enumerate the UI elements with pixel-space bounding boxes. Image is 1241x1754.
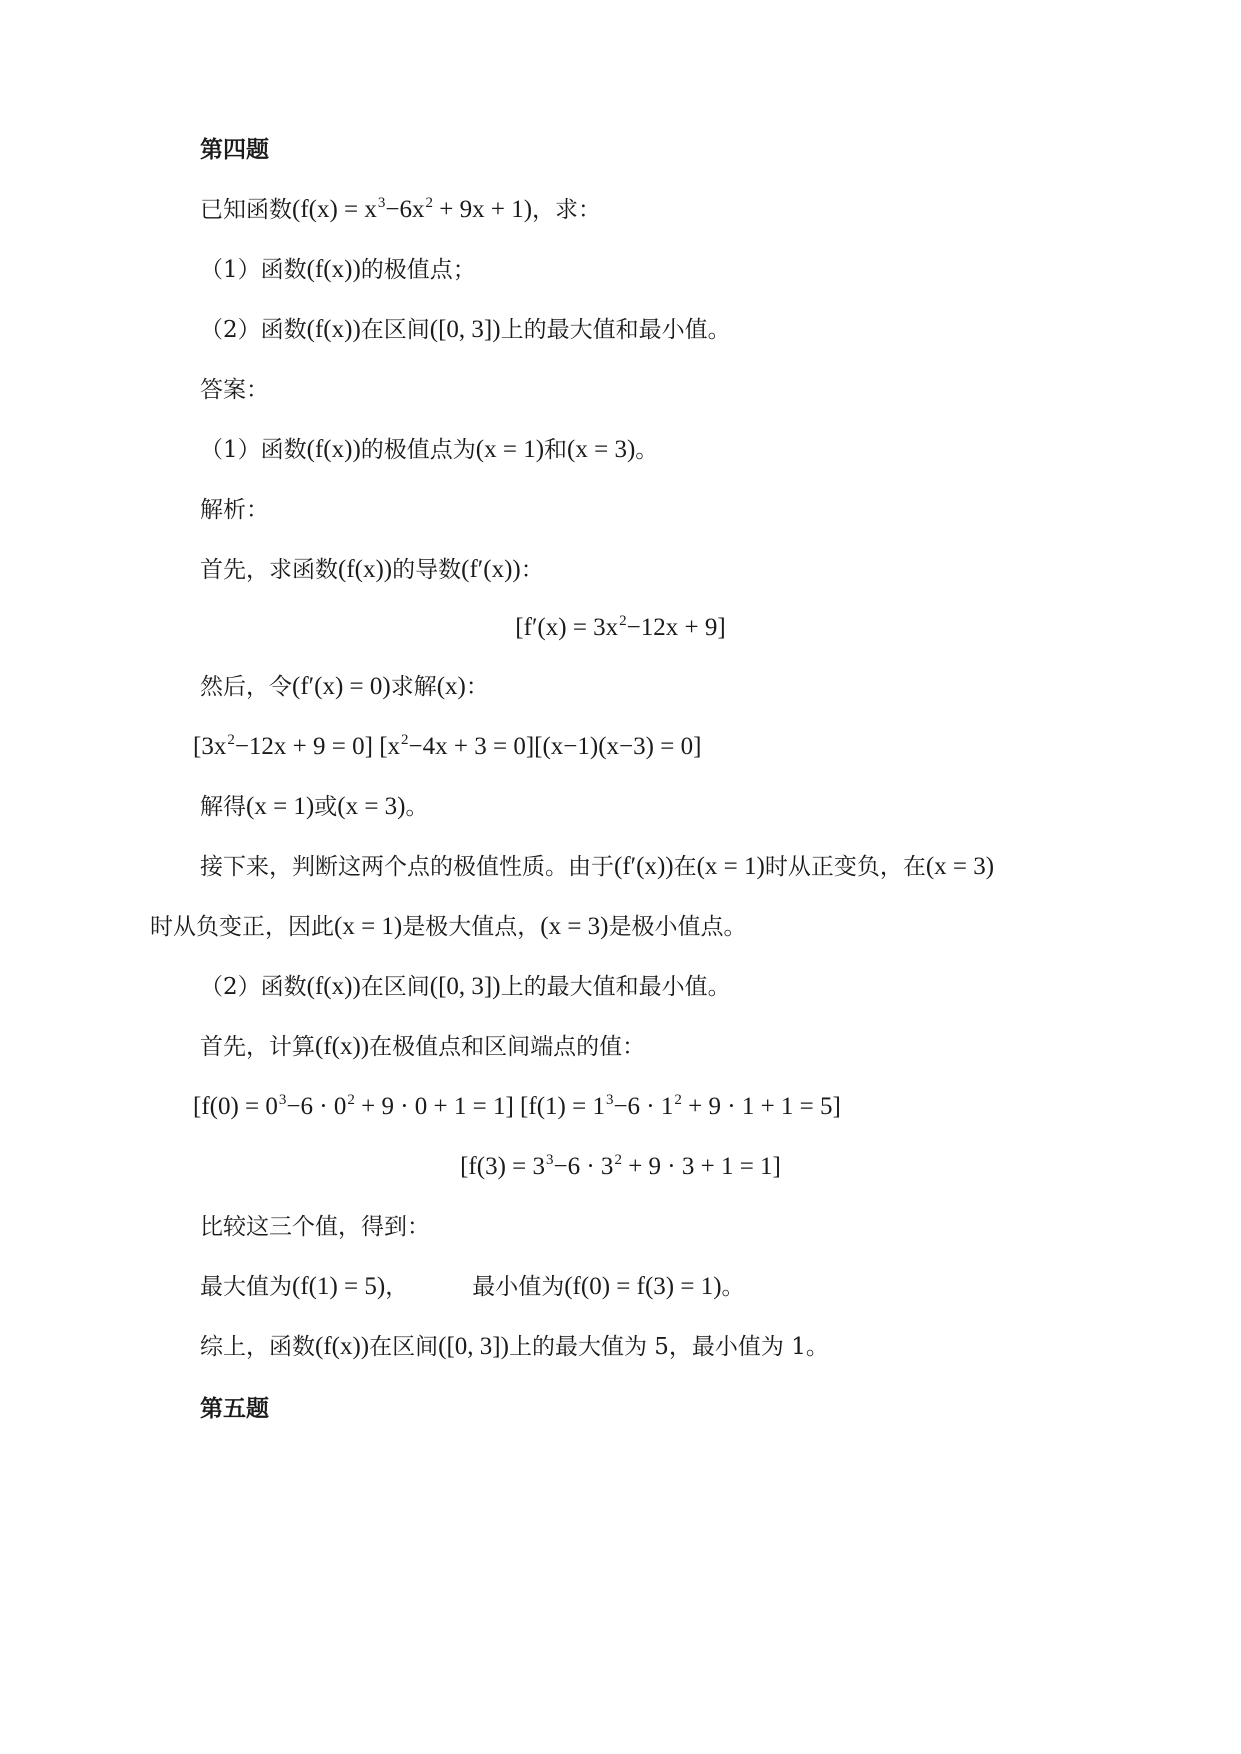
analysis-label: 解析： xyxy=(200,497,269,523)
value-f3: $[f(3) = 3^3-6 \cdot 3^2 + 9 \cdot 3 + 1 = 1]$ xyxy=(460,1151,781,1180)
heading-problem-4: 第四题 xyxy=(200,137,269,163)
summary: 综上，函数(f(x))在区间([0, 3])上的最大值为 5，最小值为 1。 xyxy=(200,1333,829,1360)
solution-result: 解得(x = 1)或(x = 3)。 xyxy=(200,793,429,820)
extrema-judgement-line-2: 时从负变正，因此(x = 1)是极大值点，(x = 3)是极小值点。 xyxy=(150,913,747,940)
solve-equations: $[3x^2-12x + 9 = 0] [x^2-4x + 3 = 0][(x-1)(x-3) = 0]$ xyxy=(193,731,702,760)
problem-statement: 已知函数$(f(x) = x^3-6x^2 + 9x + 1)$，求： xyxy=(200,194,602,223)
answer-1: （1）函数(f(x))的极值点为(x = 1)和(x = 3)。 xyxy=(200,436,659,463)
extrema-judgement-line-1: 接下来，判断这两个点的极值性质。由于(f′(x))在(x = 1)时从正变负，在(x = 3) xyxy=(200,853,995,880)
answer-label: 答案： xyxy=(200,377,269,403)
derivative-equation: $[f'(x) = 3x^2-12x + 9]$ xyxy=(515,612,726,641)
question-1: （1）函数(f(x))的极值点； xyxy=(200,256,476,283)
step-solve-intro: 然后，令(f′(x) = 0)求解(x)： xyxy=(200,673,489,700)
values-f0-f1: $[f(0) = 0^3-6 \cdot 0^2 + 9 \cdot 0 + 1 = 1]$ $[f(1) = 1^3-6 \cdot 1^2 + 9 \cdot 1 + 1 = 5]$ xyxy=(193,1091,841,1120)
step-evaluate-intro: 首先，计算(f(x))在极值点和区间端点的值： xyxy=(200,1033,646,1060)
part-2-heading: （2）函数(f(x))在区间([0, 3])上的最大值和最小值。 xyxy=(200,973,731,1000)
max-min-result: 最大值为(f(1) = 5)， 最小值为(f(0) = f(3) = 1)。 xyxy=(200,1273,745,1300)
heading-problem-5: 第五题 xyxy=(200,1396,269,1422)
compare-values: 比较这三个值，得到： xyxy=(200,1214,430,1240)
question-2: （2）函数(f(x))在区间([0, 3])上的最大值和最小值。 xyxy=(200,316,731,343)
step-derivative-intro: 首先，求函数(f(x))的导数(f′(x))： xyxy=(200,556,544,583)
function-definition: $(f(x) = x^3-6x^2 + 9x + 1)$ xyxy=(292,194,533,223)
